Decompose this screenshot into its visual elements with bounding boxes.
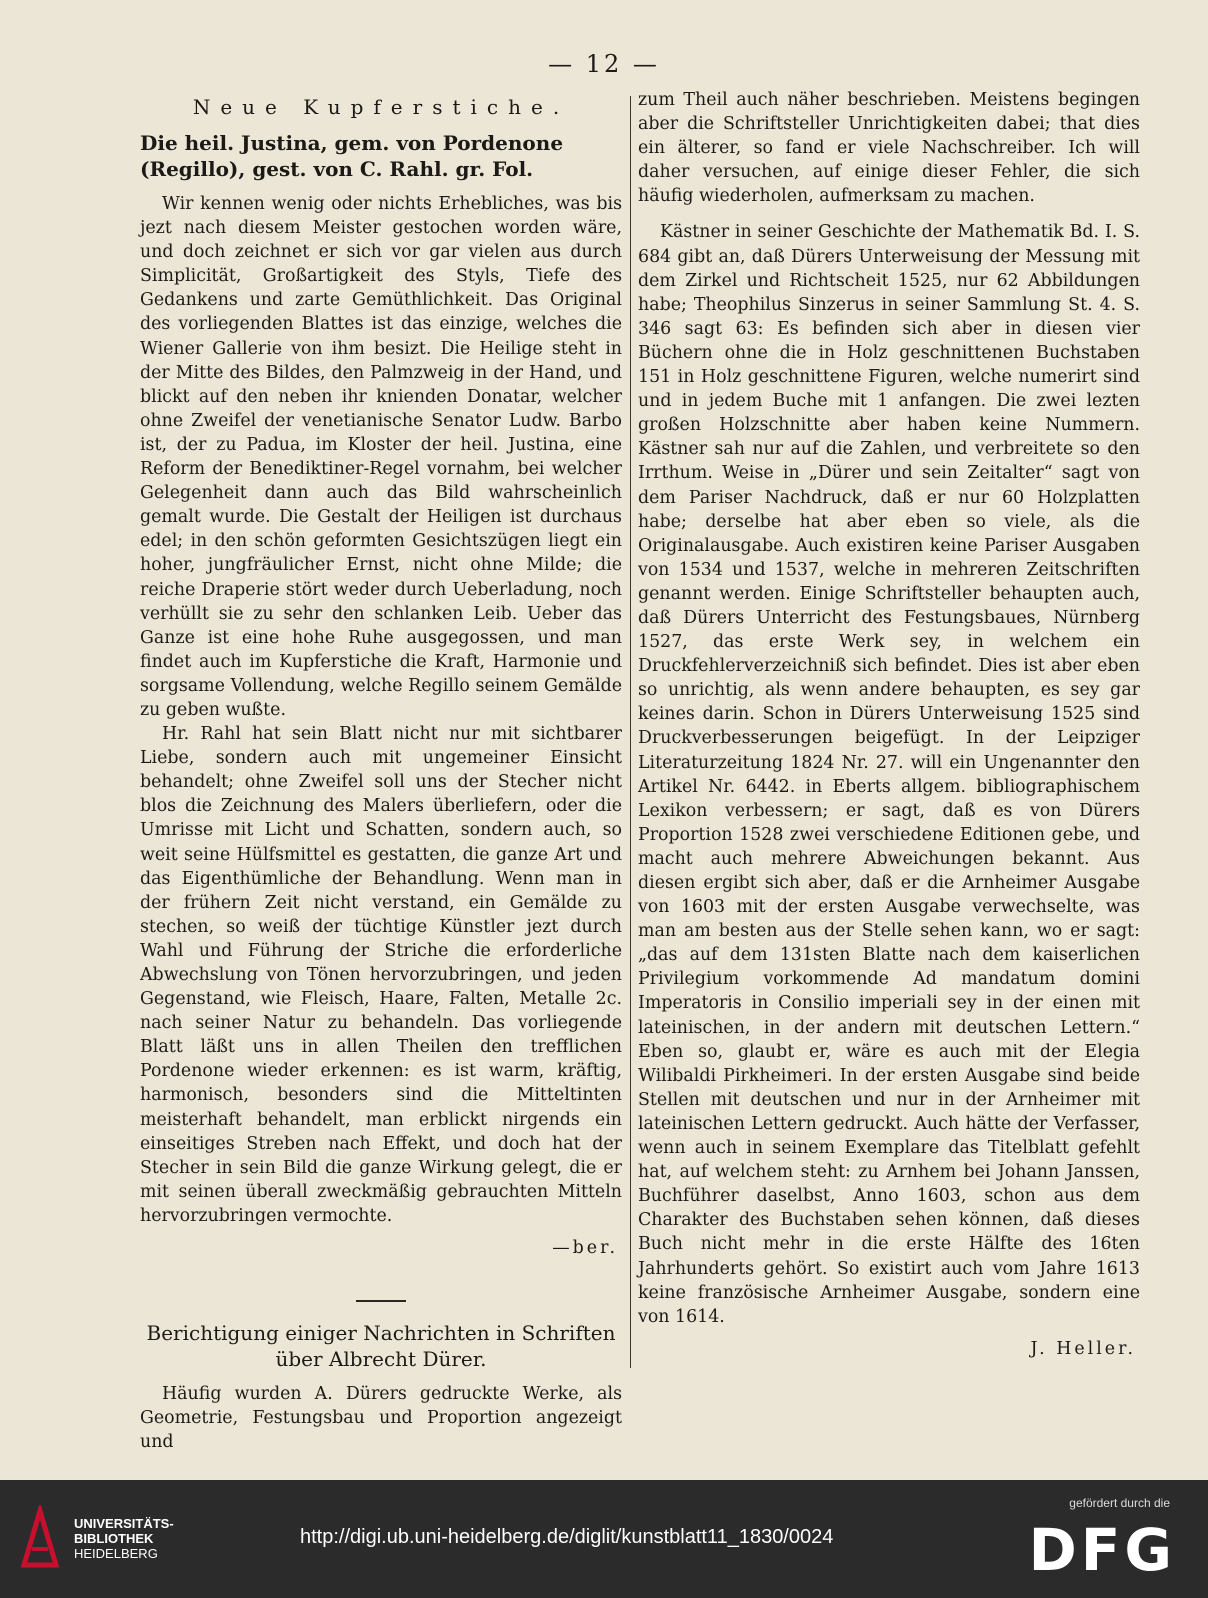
permalink-url[interactable]: http://digi.ub.uni-heidelberg.de/diglit/kunstblatt11_1830/0024 <box>300 1526 834 1548</box>
logo-line: BIBLIOTHEK <box>74 1531 154 1546</box>
article-title: Die heil. Justina, gem. von Pordenone (Regillo), gest. von C. Rahl. gr. Fol. <box>140 131 564 181</box>
article-paragraph: zum Theil auch näher beschrieben. Meistens begingen aber die Schriftsteller Unrichtigkeiten dabei; that dies ein älterer, so fand er viele Nachschreiber. Ich will daher versuchen, auf einige dieser Fehler, die sich häufig wiederholen, aufmerksam zu machen. <box>638 90 1140 207</box>
university-logo-icon <box>18 1505 62 1569</box>
article-paragraph: Kästner in seiner Geschichte der Mathematik Bd. I. S. 684 gibt an, daß Dürers Unterweisung der Messung mit dem Zirkel und Richtscheit 1525, nur 62 Abbildungen habe; Theophilus Sinzerus in seiner Sammlung St. 4. S. 346 sagt 63: Es befinden sich aber in diesen vier Büchern ohne die in Holz geschnittenen Buchstaben 151 in Holz geschnittene Figuren, welche numerirt sind und in jedem Buche mit 1 anfangen. Die zwei lezten großen Holzschnitte aber haben keine Nummern. Kästner sah nur auf die Zahlen, und verbreitete so den Irrthum. Weise in „Dürer und sein Zeitalter“ sagt von dem Pariser Nachdruck, daß er nur 60 Holzplatten habe; derselbe hat aber eben so viele, als die Originalausgabe. Auch existiren keine Pariser Ausgaben von 1534 und 1537, welche in mehreren Zeitschriften genannt werden. Einige Schriftsteller behaupten auch, daß Dürers Unterricht des Festungsbaues, Nürnberg 1527, das erste Werk sey, in welchem ein Druckfehlerverzeichniß sich befindet. Dies ist aber eben so unrichtig, als wenn andere behaupten, es sey gar keines darin. Schon in Dürers Unterweisung 1525 sind Druckverbesserungen beigefügt. In der Leipziger Literaturzeitung 1824 Nr. 27. will ein Ungenannter den Artikel Nr. 6442. in Eberts allgem. bibliographischem Lexikon verbessern; er sagt, daß es von Dürers Proportion 1528 zwei verschiedene Editionen gebe, und macht auch mehrere Abweichungen bekannt. Aus diesen ergibt sich aber, daß er die Arnheimer Ausgabe von 1603 mit der ersten Ausgabe verwechselte, was man am besten aus der Stelle sehen kann, wo er sagt: „das auf dem 131sten Blatte nach dem kaiserlichen Privilegium vorkommende Ad mandatum domini Imperatoris in Consilio imperiali sey in der einen mit lateinischen, in der andern mit deutschen Lettern.“ Eben so, glaubt er, wäre es auch mit der Elegia Wilibaldi Pirkheimeri. In der ersten Ausgabe sind beide Stellen mit deutschen und nur in der Arnheimer mit lateinischen Lettern gedruckt. Auch hätte der Verfasser, wenn auch in seinem Exemplare das Titelblatt gefehlt hat, auf welchem steht: zu Arnhem bei Johann Janssen, Buchführer daselbst, Anno 1603, schon aus dem Charakter des Buchstaben sehen können, daß dieses Buch nicht mehr in die erste Hälfte des 16ten Jahrhunderts gehört. So existirt auch vom Jahre 1613 keine französische Arnheimer Ausgabe, sondern eine von 1614. <box>638 222 1140 1327</box>
page-number: — 12 — <box>548 50 660 78</box>
left-column <box>140 88 622 1454</box>
logo-line: UNIVERSITÄTS- <box>74 1516 174 1531</box>
article-paragraph: Häufig wurden A. Dürers gedruckte Werke, als Geometrie, Festungsbau und Proportion angezeigt und <box>140 1384 622 1453</box>
article-signature: —ber. <box>552 1238 618 1259</box>
logo-line: HEIDELBERG <box>74 1546 158 1561</box>
article-title: Berichtigung einiger Nachrichten in Schriften über Albrecht Dürer. <box>146 1321 616 1372</box>
library-logo-text <box>74 1516 174 1561</box>
article-paragraph: Wir kennen wenig oder nichts Erhebliches, was bis jezt nach diesem Meister gestochen worden wäre, und doch zeichnet er sich vor gar vielen aus durch Simplicität, Großartigkeit des Styls, Tiefe des Gedankens und zarte Gemüthlichkeit. Das Original des vorliegenden Blattes ist das einzige, welches die Wiener Gallerie von ihm besizt. Die Heilige steht in der Mitte des Bildes, den Palmzweig in der Hand, und blickt auf den neben ihr knienden Donatar, welcher ohne Zweifel der venetianische Senator Ludw. Barbo ist, der zu Padua, im Kloster der heil. Justina, eine Reform der Benediktiner-Regel vornahm, bei welcher Gelegenheit dann auch das Bild wahrscheinlich gemalt wurde. Die Gestalt der Heiligen ist durchaus edel; in den schön geformten Gesichtszügen liegt ein hoher, jungfräulicher Ernst, nicht ohne Milde; die reiche Draperie stört weder durch Ueberladung, noch verhüllt sie zu sehr den schlanken Leib. Ueber das Ganze ist eine hohe Ruhe ausgegossen, und man findet auch im Kupferstiche die Kraft, Harmonie und sorgsame Vollendung, welche Regillo seinem Gemälde zu geben wußte. <box>140 194 622 720</box>
dfg-logo: DFG <box>1028 1516 1176 1584</box>
column-divider <box>630 96 631 1368</box>
section-divider <box>356 1300 406 1302</box>
footer-bar <box>0 1480 1208 1598</box>
sponsor-text: gefördert durch die <box>1069 1496 1170 1510</box>
section-heading: Neue Kupferstiche. <box>192 95 570 119</box>
article-signature: J. Heller. <box>1030 1338 1136 1359</box>
right-column <box>638 88 1140 1361</box>
article-paragraph: Hr. Rahl hat sein Blatt nicht nur mit sichtbarer Liebe, sondern auch mit ungemeiner Einsicht behandelt; ohne Zweifel soll uns der Stecher nicht blos die Zeichnung des Malers überliefern, oder die Umrisse mit Licht und Schatten, sondern auch, so weit seine Hülfsmittel es gestatten, die ganze Art und das Eigenthümliche der Behandlung. Wenn man in der frühern Zeit nicht verstand, ein Gemälde zu stechen, so weiß der tüchtige Künstler jezt durch Wahl und Führung der Striche die erforderliche Abwechslung von Tönen hervorzubringen, und jeden Gegenstand, wie Fleisch, Haare, Falten, Metalle 2c. nach seiner Natur zu behandeln. Das vorliegende Blatt läßt uns in allen Theilen den trefflichen Pordenone wieder erkennen: es ist warm, kräftig, harmonisch, besonders sind die Mitteltinten meisterhaft behandelt, man erblickt nirgends ein einseitiges Streben nach Effekt, und doch hat der Stecher in sein Bild die ganze Wirkung gelegt, die er mit seinen überall zweckmäßig gebrauchten Mitteln hervorzubringen vermochte. <box>140 724 622 1226</box>
